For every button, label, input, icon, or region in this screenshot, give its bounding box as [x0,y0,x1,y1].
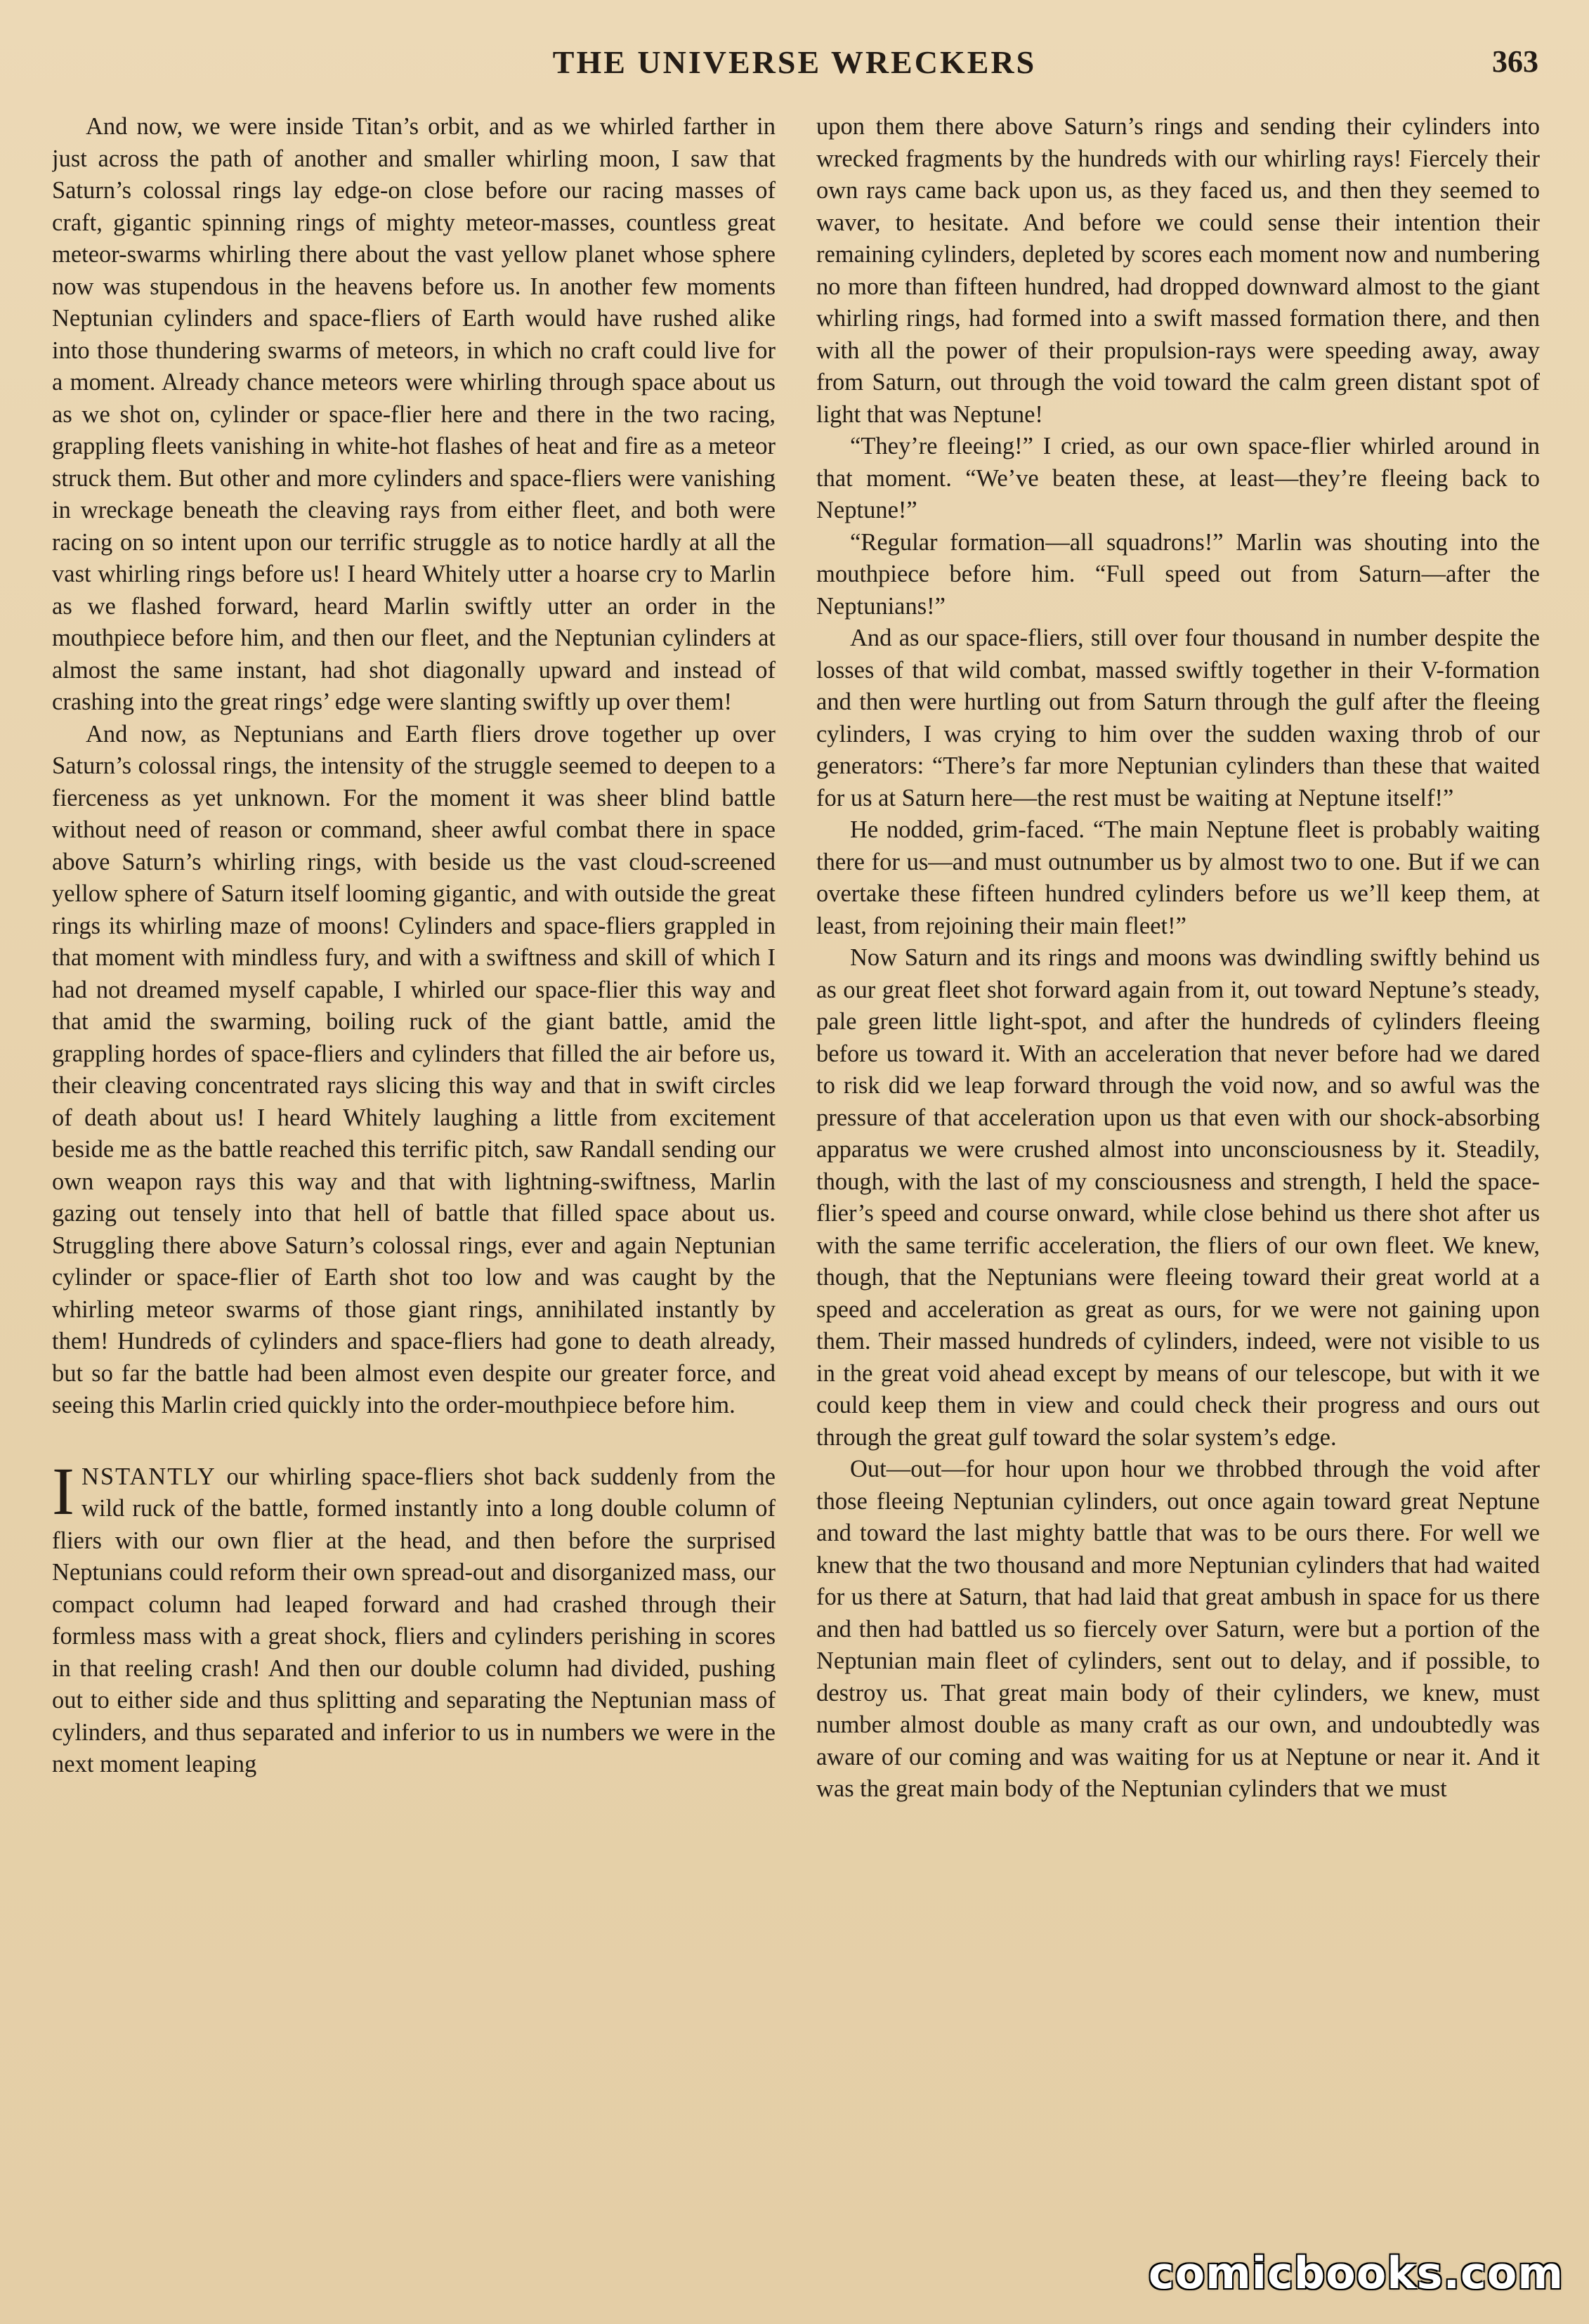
right-column [816,111,1540,2282]
paragraph: And now, as Neptunians and Earth fliers drove together up over Saturn’s colossal rings, the intensity of the struggle seemed to deepen to a fierceness as yet unknown. For the moment it was sheer blind battle without need of reason or command, sheer awful combat there in space above Saturn’s whirling rings, with beside us the vast cloud-screened yellow sphere of Saturn itself looming gigantic, and with outside the great rings its whirling maze of moons! Cylinders and space-fliers grappled in that moment with mindless fury, and with a swiftness and skill of which I had not dreamed myself capable, I whirled our space-flier this way and that amid the swarming, boiling ruck of the giant battle, amid the grappling hordes of space-fliers and cylinders that filled the air before us, their cleaving concentrated rays slicing this way and that in swift circles of death about us! I heard Whitely laughing a little from excitement beside me as the battle reached this terrific pitch, saw Randall sending our own weapon rays this way and that with lightning-swiftness, Marlin gazing out tensely into that hell of battle that filled space about us. Struggling there above Saturn’s colossal rings, ever and again Neptunian cylinder or space-flier of Earth shot too low and was caught by the whirling meteor swarms of those giant rings, annihilated instantly by them! Hundreds of cylinders and space-fliers had gone to death already, but so far the battle had been almost even despite our greater force, and seeing this Marlin cried quickly into the order-mouthpiece before him. [52,720,776,1418]
paragraph: Now Saturn and its rings and moons was dwindling swiftly behind us as our great fleet shot forward again from it, out toward Neptune’s steady, pale green little light-spot, and after the hundreds of cylinders fleeing before us toward it. With an acceleration that never before had we dared to risk did we leap forward through the void now, and so awful was the pressure of that acceleration upon us that even with our shock-absorbing apparatus we were crushed almost into unconsciousness by it. Steadily, though, with the last of my consciousness and strength, I held the space-flier’s speed and course onward, while close behind us there shot after us with the same terrific acceleration, the fliers of our own fleet. We knew, though, that the Neptunians were fleeing toward their great world at a speed and acceleration as great as ours, for we were not gaining upon them. Their massed hundreds of cylinders, indeed, were not visible to us in the great void ahead except by means of our telescope, but with it we could keep them in view and could check their progress and ours out through the great gulf toward the solar system’s edge. [816,944,1540,1451]
paragraph: “Regular formation—all squadrons!” Marlin was shouting into the mouthpiece before him. “Full speed out from Saturn—after the Neptunians!” [816,528,1540,620]
paragraph: Out—out—for hour upon hour we throbbed through the void after those fleeing Neptunian cylinders, out once again toward great Neptune and toward the last mighty battle that was to be ours there. For well we knew that the two thousand and more Neptunian cylinders that had waited for us there at Saturn, that had laid that great ambush in space for us there and then had battled us so fiercely over Saturn, were but a portion of the Neptunian main fleet of cylinders, sent out to delay, and if possible, to destroy us. That great main body of their cylinders, we knew, must number almost double as many craft as our own, and undoubtedly was aware of our coming and was waiting for us at Neptune or near it. And it was the great main body of the Neptunian cylinders that we must [816,1456,1540,1802]
section-opening-paragraph [52,1453,776,1781]
paragraph: He nodded, grim-faced. “The main Neptune fleet is probably waiting there for us—and must outnumber us by almost two to one. But if we can overtake these fifteen hundred cylinders before us we’ll keep them, at least, from rejoining their main fleet!” [816,816,1540,939]
paragraph: And now, we were inside Titan’s orbit, and as we whirled farther in just across the path of another and smaller whirling moon, I saw that Saturn’s colossal rings lay edge-on close before our racing masses of craft, gigantic spinning rings of mighty meteor-masses, countless great meteor-swarms whirling there about the vast yellow planet whose sphere now was stupendous in the heavens before us. In another few moments Neptunian cylinders and space-fliers of Earth would have rushed alike into those thundering swarms of meteors, in which no craft could live for a moment. Already chance meteors were whirling through space about us as we shot on, cylinder or space-flier here and there in the two racing, grappling fleets vanishing in white-hot flashes of heat and fire as a meteor struck them. But other and more cylinders and space-fliers were vanishing in wreckage beneath the cleaving rays from either fleet, and both were racing on so intent upon our terrific struggle as to notice hardly at all the vast whirling rings before us! I heard Whitely utter a hoarse cry to Marlin as we flashed forward, heard Marlin swiftly utter an order in the mouthpiece before him, and then our fleet, and the Neptunian cylinders at almost the same instant, had shot diagonally upward and instead of crashing into the great rings’ edge were slanting swiftly up over them! [52,113,776,715]
page-number: 363 [1492,44,1538,79]
running-title: THE UNIVERSE WRECKERS [552,44,1037,80]
paragraph: And as our space-fliers, still over four thousand in number despite the losses of that wild combat, massed swiftly together in their V-formation and then were hurtling out from Saturn through the gulf after the fleeing cylinders, I was crying to him over the sudden waxing throb of our generators: “There’s far more Neptunian cylinders than these that waited for us at Saturn here—the rest must be waiting at Neptune itself!” [816,625,1540,811]
running-head [0,44,1589,93]
paragraph: “They’re fleeing!” I cried, as our own space-flier whirled around in that moment. “We’ve beaten these, at least—they’re fleeing back to Neptune!” [816,433,1540,523]
paragraph: upon them there above Saturn’s rings and sending their cylinders into wrecked fragments by the hundreds with our whirling rays! Fiercely their own rays came back upon us, as they faced us, and then they seemed to waver, to hesitate. And before we could sense their intention their remaining cylinders, depleted by scores each moment now and numbering no more than fifteen hundred, had dropped downward almost to the giant whirling rings, had formed into a swift massed formation there, and then with all the power of their propulsion-rays were speeding away, away from Saturn, out through the void toward the calm green distant spot of light that was Neptune! [816,113,1540,428]
drop-cap: I [52,1453,74,1529]
watermark-logo: comicbooks.com [1148,2247,1564,2299]
smallcaps-lead: NSTANTLY [81,1463,216,1490]
paragraph-text: our whirling space-fliers shot back suddenly from the wild ruck of the battle, formed instantly into a long double column of fliers with our own flier at the head, and then before the surprised Neptunians could reform their own spread-out and disorganized mass, our compact column had leaped forward and had crashed through their formless mass with a great shock, fliers and cylinders perishing in scores in that reeling crash! And then our double column had divided, pushing out to either side and thus splitting and separating the Neptunian mass of cylinders, and thus separated and inferior to us in numbers we were in the next moment leaping [52,1463,776,1777]
left-column [52,111,776,2282]
